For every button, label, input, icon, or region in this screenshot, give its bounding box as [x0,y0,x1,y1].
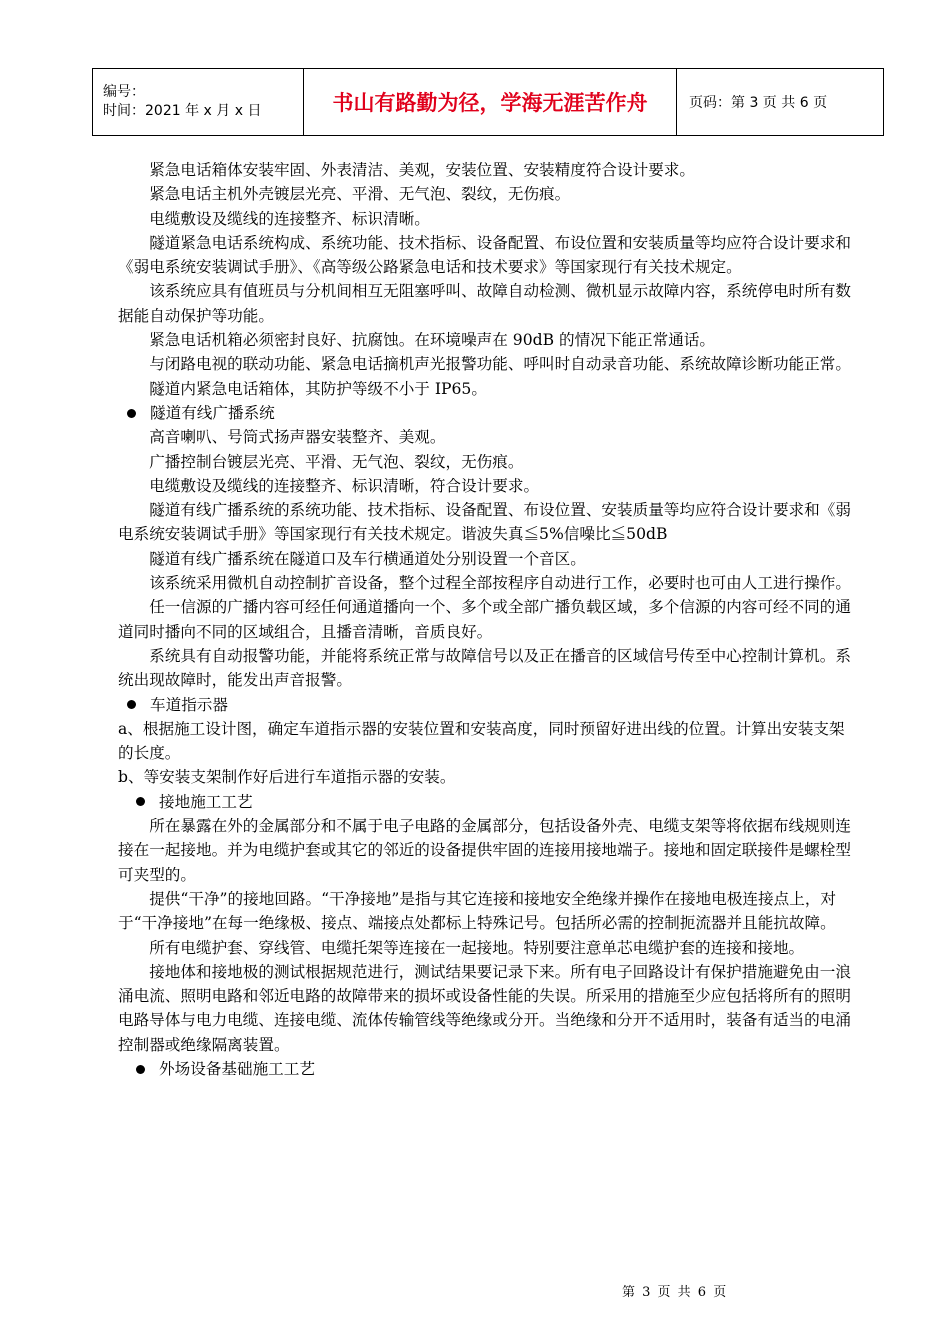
bullet-icon [127,700,136,709]
section-heading-lane-indicator [127,693,860,717]
bullet-icon [136,1065,145,1074]
paragraph: 接地体和接地极的测试根据规范进行，测试结果要记录下来。所有电子回路设计有保护措施避免由一浪涌电流、照明电路和邻近电路的故障带来的损坏或设备性能的失误。所采用的措施至少应包括将所有的照明电路导体与电力电缆、连接电缆、流体传输管线等绝缘或分开。当绝缘和分开不适用时，装备有适当的电涌控制器或绝缘隔离装置。 [118,962,851,1054]
document-body [118,158,860,1081]
paragraph: 任一信源的广播内容可经任何通道播向一个、多个或全部广播负载区域，多个信源的内容可经不同的通道同时播向不同的区域组合，且播音清晰，音质良好。 [118,598,851,641]
paragraph: 隧道有线广播系统在隧道口及车行横通道处分别设置一个音区。 [149,549,586,568]
paragraph: 与闭路电视的联动功能、紧急电话摘机声光报警功能、呼叫时自动录音功能、系统故障诊断功能正常。 [149,355,851,374]
paragraph: 紧急电话箱体安装牢固、外表清洁、美观，安装位置、安装精度符合设计要求。 [149,161,695,179]
page-header [92,68,884,136]
section-heading-grounding [136,790,860,814]
paragraph: 高音喇叭、号筒式扬声器安装整齐、美观。 [149,428,446,447]
document-time-label: 时间：2021 年 x 月 x 日 [103,103,262,119]
paragraph: 隧道有线广播系统的系统功能、技术指标、设备配置、布设位置、安装质量等均应符合设计要求和《弱电系统安装调试手册》等国家现行有关技术规定。谐波失真≦5%信噪比≦50dB [118,501,851,544]
paragraph: 隧道紧急电话系统构成、系统功能、技术指标、设备配置、布设位置和安装质量等均应符合设计要求和《弱电系统安装调试手册》、《高等级公路紧急电话和技术要求》等国家现行有关技术规定。 [118,233,851,277]
paragraph: 所在暴露在外的金属部分和不属于电子电路的金属部分，包括设备外壳、电缆支架等将依据布线规则连接在一起接地。并为电缆护套或其它的邻近的设备提供牢固的连接用接地端子。接地和固定联接件是螺栓型可夹型的。 [118,817,851,884]
paragraph: 该系统应具有值班员与分机间相互无阻塞呼叫、故障自动检测、微机显示故障内容，系统停电时所有数据能自动保护等功能。 [118,282,851,325]
section-title: 车道指示器 [150,695,228,714]
header-motto: 书山有路勤为径，学海无涯苦作舟 [304,69,677,136]
paragraph: 电缆敷设及缆线的连接整齐、标识清晰，符合设计要求。 [149,476,540,495]
paragraph: 紧急电话主机外壳镀层光亮、平滑、无气泡、裂纹，无伤痕。 [149,185,571,204]
paragraph: 紧急电话机箱必须密封良好、抗腐蚀。在环境噪声在 90dB 的情况下能正常通话。 [149,331,715,350]
page-footer: 第 3 页 共 6 页 [622,1285,727,1300]
paragraph: 该系统采用微机自动控制扩音设备，整个过程全部按程序自动进行工作，必要时也可由人工进行操作。 [149,574,851,593]
section-heading-field-equipment [136,1057,860,1081]
paragraph: 提供“干净”的接地回路。“干净接地”是指与其它连接和接地安全绝缘并操作在接地电极连接点上，对于“干净接地”在每一绝缘极、接点、端接点处都标上特殊记号。包括所必需的控制扼流器并且能抗故障。 [118,889,837,933]
document-number-label: 编号： [103,84,145,100]
section-heading-broadcast [127,401,860,425]
list-item: a、根据施工设计图，确定车道指示器的安装位置和安装高度，同时预留好进出线的位置。计算出安装支架的长度。 [118,719,845,763]
paragraph: 隧道内紧急电话箱体，其防护等级不小于 IP65。 [149,379,487,398]
list-item: b、等安装支架制作好后进行车道指示器的安装。 [118,768,456,787]
bullet-icon [127,409,136,418]
section-title: 外场设备基础施工工艺 [159,1059,315,1078]
paragraph: 系统具有自动报警功能，并能将系统正常与故障信号以及正在播音的区域信号传至中心控制计算机。系统出现故障时，能发出声音报警。 [118,646,851,690]
paragraph: 所有电缆护套、穿线管、电缆托架等连接在一起接地。特别要注意单芯电缆护套的连接和接地。 [149,938,805,957]
paragraph: 广播控制台镀层光亮、平滑、无气泡、裂纹，无伤痕。 [149,452,524,471]
paragraph: 电缆敷设及缆线的连接整齐、标识清晰。 [149,209,430,228]
bullet-icon [136,797,145,806]
header-info [93,69,304,136]
section-title: 隧道有线广播系统 [150,403,275,422]
section-title: 接地施工工艺 [159,792,253,811]
header-page-label: 页码：第 3 页 共 6 页 [677,69,884,136]
